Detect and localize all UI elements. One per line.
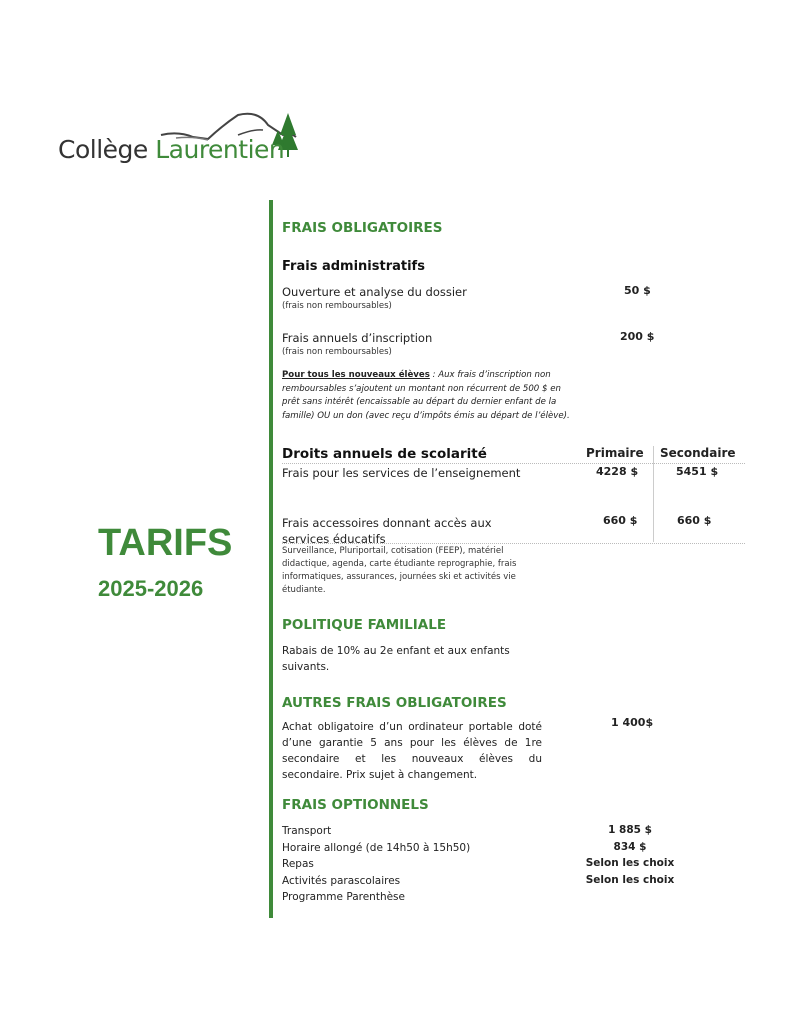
fee-amount: 200 $: [620, 330, 655, 343]
new-students-note: [282, 369, 572, 423]
optional-fee-amount: Selon les choix: [585, 873, 675, 886]
optional-fee-amount: Selon les choix: [585, 857, 675, 869]
logo-text-laurentien: Laurentien: [155, 135, 285, 164]
table-cell-primaire: 4228 $: [596, 465, 639, 478]
section-heading-autres: AUTRES FRAIS OBLIGATOIRES: [282, 695, 507, 711]
section-heading-frais-obligatoires: FRAIS OBLIGATOIRES: [282, 220, 443, 236]
table-row-label: Frais pour les services de l’enseignement: [282, 466, 521, 480]
fee-amount: 50 $: [624, 284, 651, 297]
table-divider: [282, 463, 745, 464]
subheading-frais-administratifs: Frais administratifs: [282, 259, 425, 274]
subheading-droits-scolarite: Droits annuels de scolarité: [282, 446, 487, 462]
accessory-fees-details: Surveillance, Pluriportail, cotisation (FEEP), matériel didactique, agenda, carte étudiante reprographie, frais informatiques, assurances, journées ski et activités vie étudiante.: [282, 546, 517, 595]
optional-fee-amount: 1 885 $: [608, 824, 652, 836]
section-heading-optionnels: FRAIS OPTIONNELS: [282, 797, 429, 813]
table-divider: [282, 543, 745, 544]
fee-label: Frais annuels d’inscription: [282, 331, 433, 345]
school-year: 2025-2026: [98, 576, 204, 601]
laptop-amount: 1 400$: [611, 716, 654, 729]
optional-fees-amounts: [560, 822, 700, 888]
col-header-primaire: Primaire: [586, 446, 644, 460]
col-header-secondaire: Secondaire: [660, 446, 736, 460]
table-row-label: Frais accessoires donnant accès aux services éducatifs: [282, 516, 492, 546]
note-bold: Pour tous les nouveaux élèves: [282, 370, 430, 380]
fee-label: Ouverture et analyse du dossier: [282, 285, 467, 299]
autres-text: Achat obligatoire d’un ordinateur portable doté d’une garantie 5 ans pour les élèves de 1re secondaire et les nouveaux élèves du secondaire. Prix sujet à changement.: [282, 721, 542, 781]
fee-sub: (frais non remboursables): [282, 301, 392, 311]
optional-fee-label: Horaire allongé (de 14h50 à 15h50): [282, 841, 471, 854]
college-logo: [58, 105, 303, 167]
logo-text-college: Collège: [58, 135, 148, 164]
optional-fee-label: Activités parascolaires: [282, 874, 401, 887]
optional-fee-label: Programme Parenthèse: [282, 891, 405, 903]
optional-fees-list: [282, 823, 470, 906]
fee-sub: (frais non remboursables): [282, 347, 392, 357]
table-column-divider: [653, 446, 654, 542]
table-cell-secondaire: 660 $: [677, 514, 712, 527]
page-title: TARIFS: [98, 522, 233, 564]
optional-fee-label: Repas: [282, 858, 314, 870]
optional-fee-label: Transport: [282, 825, 332, 837]
table-cell-primaire: 660 $: [603, 514, 638, 527]
vertical-divider: [269, 200, 273, 918]
optional-fee-amount: 834 $: [613, 840, 647, 853]
table-cell-secondaire: 5451 $: [676, 465, 719, 478]
section-heading-politique: POLITIQUE FAMILIALE: [282, 617, 447, 633]
note-text: : Aux frais d’inscription non remboursables s’ajoutent un montant non récurrent de 500 $ en prêt sans intérêt (encaissable au départ du dernier enfant de la famille) OU un don (avec reçu d’impôts émis au départ de l’élève).: [282, 370, 570, 421]
politique-text: Rabais de 10% au 2e enfant et aux enfants suivants.: [282, 645, 510, 673]
